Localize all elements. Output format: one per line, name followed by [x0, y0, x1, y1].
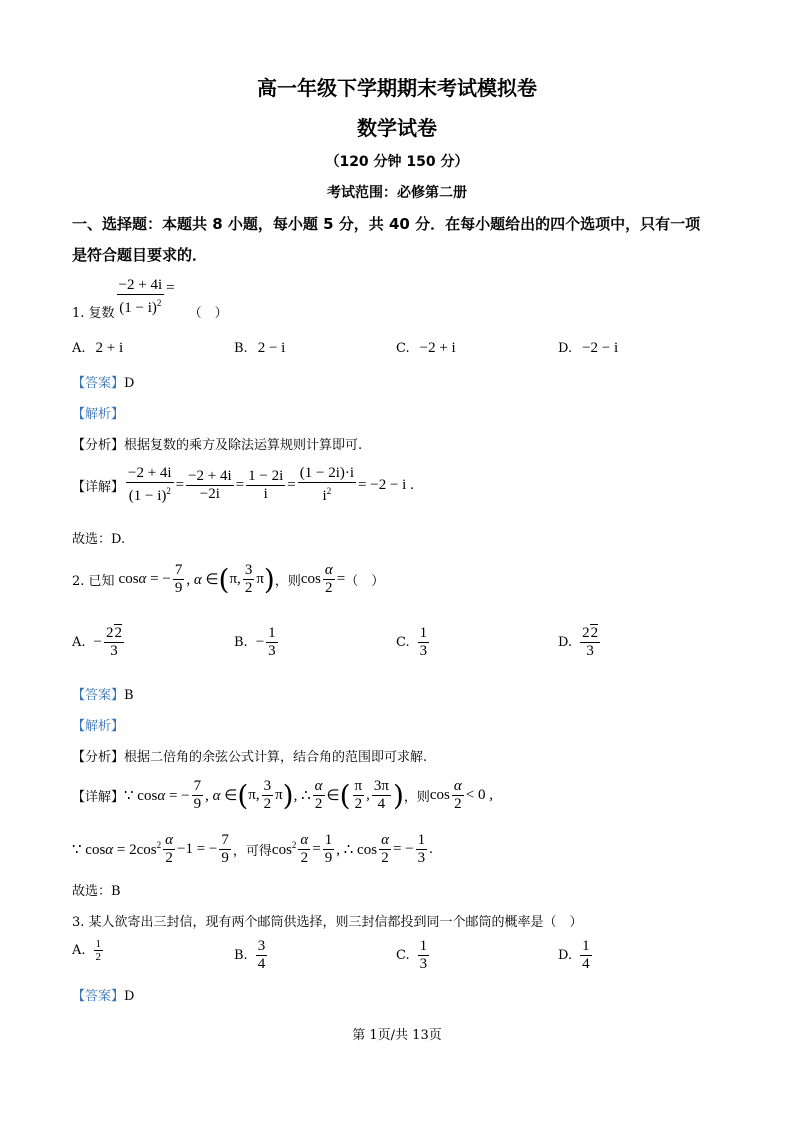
q3-option-c: C. $\frac{1}{3}$ — [396, 938, 428, 972]
q3-option-a: A. $\frac{1}{2}$ — [72, 938, 102, 963]
section-heading-line1: 一、选择题：本题共 8 小题，每小题 5 分，共 40 分．在每小题给出的四个选项中，只有一项 — [72, 215, 701, 233]
exam-subject: 数学试卷 — [357, 116, 437, 140]
q1-option-a: A. 2 + i — [72, 340, 124, 356]
q2-detail-line2: ∵ $\cos\alpha = 2\cos^2$ $\frac{\alpha}{2}$ −1 = − $\frac{7}{9}$ ，可得 $\cos^2$ $\frac{\alpha}{2}$ = $\frac{1}{9}$ , ∴ cos $\frac{\alpha}{2}$ = − $\frac{1}{3}$ . — [72, 832, 433, 866]
q1-option-c: C. −2 + i — [396, 340, 456, 356]
q1-analysis-tag: 【解析】 — [72, 407, 125, 422]
q1-option-d: D. −2 − i — [558, 340, 619, 356]
q2-detail-line1: 【详解】 ∵ cosα = − $\frac{7}{9}$ , α ∈ ( π, $\frac{3}{2}$ π ) , ∴ $\frac{\alpha}{2}$ ∈ ( $\frac{\pi}{2}$ , $\frac{3\pi}{4}$ ) ，则 cos $\frac{\alpha}{2}$ < 0 , — [72, 778, 493, 812]
q3-answer: 【答案】D — [72, 989, 135, 1004]
q3-option-b: B. $\frac{3}{4}$ — [234, 938, 266, 972]
q1-conclusion: 故选：D. — [72, 532, 126, 547]
q2-option-d: D. $\frac{22}{3}$ — [558, 625, 599, 659]
time-score: （120 分钟 150 分） — [325, 154, 469, 170]
page-number: 第 1页/共 13页 — [352, 1028, 442, 1043]
q1-answer — [72, 372, 134, 391]
q2-option-b: B. − $\frac{1}{3}$ — [234, 625, 276, 659]
q2-answer: 【答案】B — [72, 688, 134, 703]
exam-scope: 考试范围：必修第二册 — [327, 185, 467, 201]
q2-option-c: C. $\frac{1}{3}$ — [396, 625, 428, 659]
section-heading-line2: 是符合题目要求的． — [72, 246, 208, 264]
q2-stem: 2. 已知 cosα = − $\frac{7}{9}$ , α ∈ ( π, $\frac{3}{2}$ π ) ，则 cos $\frac{\alpha}{2}$ = （ ） — [72, 562, 385, 596]
q1-fraction: $\frac{-2 + 4i}{(1 - i)^2}$ — [118, 276, 163, 316]
q2-fenxi: 【分析】根据二倍角的余弦公式计算，结合角的范围即可求解. — [72, 750, 428, 765]
q1-stem-prefix: 1. 复数 — [72, 306, 115, 321]
q1-blank: （ ） — [188, 306, 228, 321]
q1-detail: 【详解】 $\frac{-2 + 4i}{(1 - i)^2}$ = $\frac{-2 + 4i}{-2i}$ = $\frac{1 - 2i}{i}$ = $\frac{(1 - 2i)\cdot i}{i^2}$ = −2 − i . — [72, 465, 414, 504]
q1-answer-value: D — [124, 376, 135, 391]
q3-option-d: D. $\frac{1}{4}$ — [558, 938, 590, 972]
q1-option-b: B. 2 − i — [234, 340, 286, 356]
q1-stem: 1. 复数 $\frac{-2 + 4i}{(1 - i)^2}$ = （ ） — [72, 276, 228, 321]
exam-title: 高一年级下学期期末考试模拟卷 — [257, 76, 537, 100]
q3-stem: 3. 某人欲寄出三封信，现有两个邮筒供选择，则三封信都投到同一个邮筒的概率是（ ） — [72, 915, 583, 930]
q2-analysis-tag: 【解析】 — [72, 719, 125, 734]
q2-option-a: A. − $\frac{22}{3}$ — [72, 625, 122, 659]
q1-fenxi: 【分析】根据复数的乘方及除法运算规则计算即可. — [72, 438, 363, 453]
q2-conclusion: 故选：B — [72, 884, 121, 899]
answer-tag: 【答案】 — [72, 376, 125, 391]
